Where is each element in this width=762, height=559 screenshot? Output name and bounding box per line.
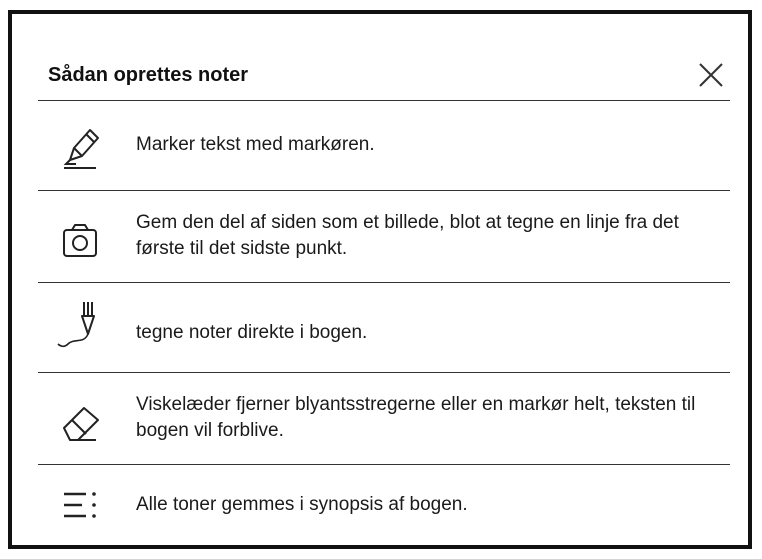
item-text: Gem den del af siden som et billede, blot at tegne en linje fra det første til det sidste punkt. xyxy=(136,212,679,259)
item-text: Viskelæder fjerner blyantsstregerne eller en markør helt, teksten til bogen vil forblive. xyxy=(136,394,696,441)
list-item-synopsis xyxy=(38,468,730,540)
pencil-icon xyxy=(56,300,106,350)
camera-icon xyxy=(56,216,106,266)
notes-help-dialog xyxy=(8,10,752,549)
divider xyxy=(38,464,730,465)
highlighter-icon xyxy=(56,122,106,172)
synopsis-list-icon xyxy=(56,480,106,530)
eraser-icon xyxy=(56,398,106,448)
list-item-highlighter xyxy=(38,104,730,190)
dialog-header xyxy=(38,42,748,100)
list-item-pencil xyxy=(38,286,730,372)
divider xyxy=(38,372,730,373)
list-item-camera xyxy=(38,194,730,282)
item-text: Alle toner gemmes i synopsis af bogen. xyxy=(136,494,468,515)
item-text: Marker tekst med markøren. xyxy=(136,134,375,155)
divider xyxy=(38,100,730,101)
divider xyxy=(38,190,730,191)
close-icon[interactable] xyxy=(694,58,728,92)
list-item-eraser xyxy=(38,376,730,464)
dialog-title: Sådan oprettes noter xyxy=(48,64,249,86)
item-text: tegne noter direkte i bogen. xyxy=(136,322,368,343)
divider xyxy=(38,282,730,283)
